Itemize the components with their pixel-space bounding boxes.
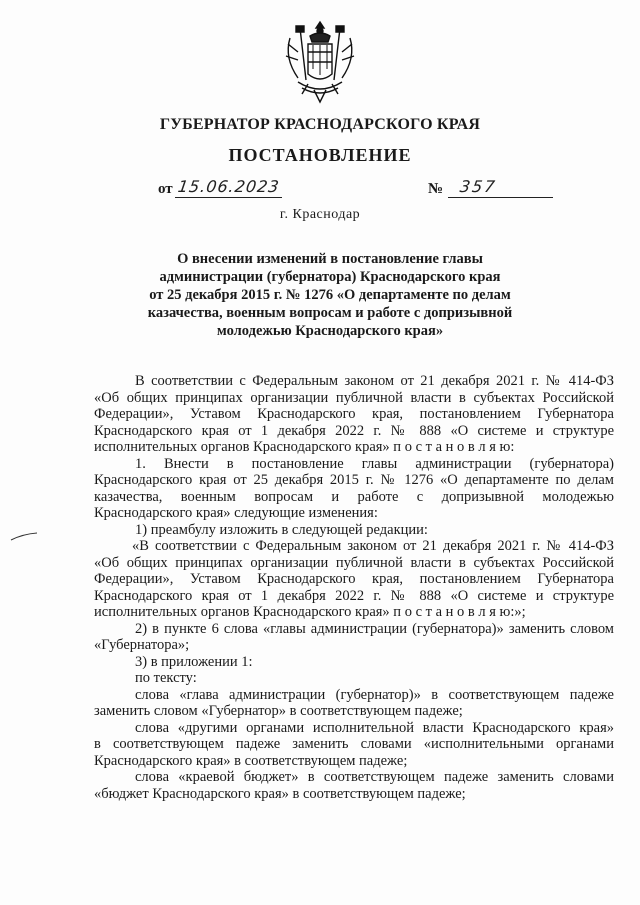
document-body [94,373,614,802]
body-line: Краснодарского края от 25 декабря 2015 г. № 1276 «О департаменте по делам [94,472,614,488]
body-line: 1) преамбулу изложить в следующей редакции: [135,521,428,538]
body-line: «В соответствии с Федеральным законом от 21 декабря 2021 г. № 414-ФЗ [132,538,614,554]
number-prefix: № [428,181,444,197]
body-line: «бюджет Краснодарского края» в соответствующем падеже; [94,785,466,802]
date-underline [175,197,282,198]
document-type-heading: ПОСТАНОВЛЕНИЕ [228,145,412,165]
margin-pen-mark [10,532,38,542]
body-line: заменить словом «Губернатор» в соответствующем падеже; [94,703,463,719]
body-line: В соответствии с Федеральным законом от 21 декабря 2021 г. № 414-ФЗ [135,373,614,389]
handwritten-date: 15.06.2023 [176,177,281,196]
body-line: Краснодарского края от 1 декабря 2022 г. № 888 «О системе и структуре [94,422,614,439]
date-number-row [158,177,578,201]
body-line: по тексту: [135,670,197,686]
number-underline [448,197,553,198]
date-prefix: от [158,181,173,197]
body-line: 2) в пункте 6 слова «главы администрации (губернатора)» заменить словом [135,620,614,637]
handwritten-number: 357 [458,177,498,196]
title-line: молодежью Краснодарского края» [216,323,444,339]
title-line: О внесении изменений в постановление главы [177,251,483,267]
body-line: исполнительных органов Краснодарского края» п о с т а н о в л я ю:»; [94,604,526,620]
coat-of-arms-icon [280,18,360,108]
body-line: Федерации», Уставом Краснодарского края, постановлением Губернатора [94,406,614,422]
title-line: от 25 декабря 2015 г. № 1276 «О департаменте по делам [149,287,511,303]
body-line: «Губернатора»; [94,637,190,653]
governor-heading: ГУБЕРНАТОР КРАСНОДАРСКОГО КРАЯ [159,116,481,133]
city-line: г. Краснодар [279,207,361,222]
body-line: в соответствующем падеже заменить словами «исполнительными органами [94,736,614,752]
body-line: слова «другими органами исполнительной власти Краснодарского края» [135,719,614,736]
body-line: Краснодарского края» следующие изменения: [94,505,378,521]
body-line: 3) в приложении 1: [135,653,253,670]
body-line: «Об общих принципах организации публичной власти в субъектах Российской [94,389,614,406]
body-line: казачества, военным вопросам и работе с допризывной молодежью [94,488,614,505]
body-line: «Об общих принципах организации публичной власти в субъектах Российской [94,554,614,571]
document-title [125,250,535,340]
title-line: казачества, военным вопросам и работе с допризывной [147,305,513,321]
body-line: Федерации», Уставом Краснодарского края, постановлением Губернатора [94,571,614,587]
body-line: Краснодарского края» в соответствующем падеже; [94,752,408,769]
body-line: 1. Внести в постановление главы администрации (губернатора) [135,455,614,472]
body-line: слова «краевой бюджет» в соответствующем падеже заменить словами [135,769,614,785]
body-line: Краснодарского края от 1 декабря 2022 г. № 888 «О системе и структуре [94,587,614,604]
body-line: исполнительных органов Краснодарского края» п о с т а н о в л я ю: [94,439,515,455]
body-line: слова «глава администрации (губернатор)» в соответствующем падеже [135,686,614,703]
title-line: администрации (губернатора) Краснодарского края [159,269,501,285]
